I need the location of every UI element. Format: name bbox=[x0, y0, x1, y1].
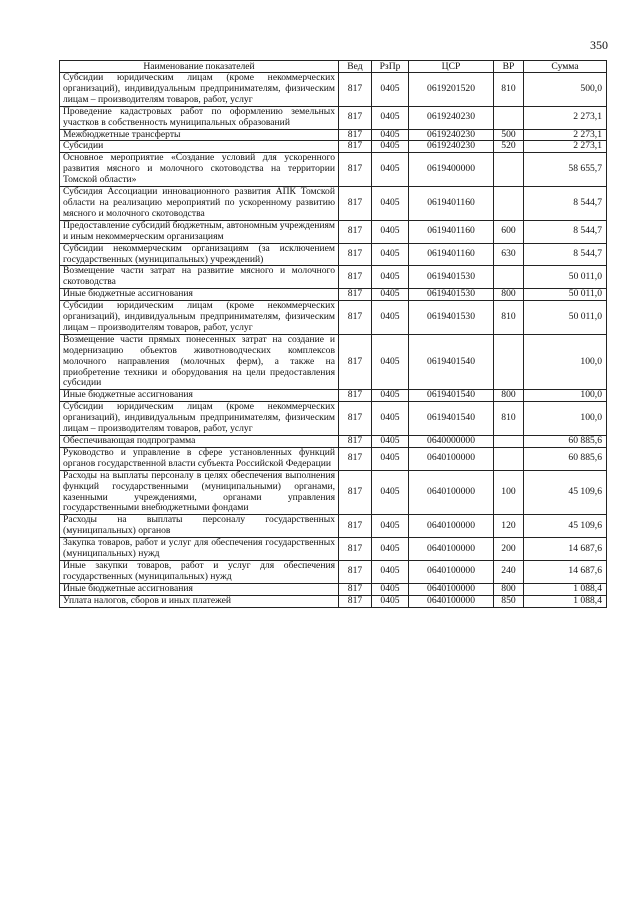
cell-rzpr: 0405 bbox=[372, 220, 409, 243]
cell-rzpr: 0405 bbox=[372, 538, 409, 561]
cell-vr: 810 bbox=[494, 301, 524, 335]
cell-rzpr: 0405 bbox=[372, 583, 409, 595]
cell-name: Субсидия Ассоциации инновационного развития АПК Томской области на реализацию мероприятий по ускоренному развитию мясного и молочного скотоводства bbox=[60, 187, 339, 221]
cell-sum: 60 885,6 bbox=[524, 447, 607, 470]
cell-rzpr: 0405 bbox=[372, 153, 409, 187]
cell-sum: 50 011,0 bbox=[524, 301, 607, 335]
table-row bbox=[60, 266, 607, 289]
cell-sum: 500,0 bbox=[524, 73, 607, 107]
cell-sum: 100,0 bbox=[524, 334, 607, 390]
cell-ved: 817 bbox=[339, 129, 372, 141]
cell-sum: 2 273,1 bbox=[524, 129, 607, 141]
page-number: 350 bbox=[590, 38, 608, 52]
cell-ved: 817 bbox=[339, 289, 372, 301]
cell-csr: 0619240230 bbox=[409, 141, 494, 153]
table-row bbox=[60, 515, 607, 538]
cell-sum: 1 088,4 bbox=[524, 583, 607, 595]
cell-csr: 0619401160 bbox=[409, 220, 494, 243]
table-body bbox=[60, 73, 607, 608]
table-row bbox=[60, 447, 607, 470]
cell-csr: 0619240230 bbox=[409, 129, 494, 141]
table-row bbox=[60, 129, 607, 141]
cell-ved: 817 bbox=[339, 187, 372, 221]
cell-csr: 0619201520 bbox=[409, 73, 494, 107]
cell-ved: 817 bbox=[339, 106, 372, 129]
cell-ved: 817 bbox=[339, 243, 372, 266]
cell-vr: 520 bbox=[494, 141, 524, 153]
cell-csr: 0619401540 bbox=[409, 334, 494, 390]
cell-ved: 817 bbox=[339, 583, 372, 595]
cell-rzpr: 0405 bbox=[372, 595, 409, 607]
cell-csr: 0619401530 bbox=[409, 266, 494, 289]
cell-csr: 0640000000 bbox=[409, 436, 494, 448]
cell-sum: 2 273,1 bbox=[524, 141, 607, 153]
cell-vr bbox=[494, 153, 524, 187]
cell-vr bbox=[494, 447, 524, 470]
cell-sum: 14 687,6 bbox=[524, 560, 607, 583]
cell-csr: 0619401540 bbox=[409, 390, 494, 402]
table-row bbox=[60, 187, 607, 221]
cell-rzpr: 0405 bbox=[372, 106, 409, 129]
cell-vr bbox=[494, 187, 524, 221]
cell-name: Иные закупки товаров, работ и услуг для обеспечения государственных (муниципальных) нужд bbox=[60, 560, 339, 583]
cell-rzpr: 0405 bbox=[372, 390, 409, 402]
table-row bbox=[60, 334, 607, 390]
cell-rzpr: 0405 bbox=[372, 436, 409, 448]
cell-name: Иные бюджетные ассигнования bbox=[60, 289, 339, 301]
cell-vr: 850 bbox=[494, 595, 524, 607]
cell-ved: 817 bbox=[339, 153, 372, 187]
cell-vr: 800 bbox=[494, 390, 524, 402]
table-row bbox=[60, 73, 607, 107]
cell-sum: 45 109,6 bbox=[524, 470, 607, 515]
cell-vr: 810 bbox=[494, 402, 524, 436]
cell-ved: 817 bbox=[339, 390, 372, 402]
cell-csr: 0640100000 bbox=[409, 583, 494, 595]
cell-name: Субсидии bbox=[60, 141, 339, 153]
cell-ved: 817 bbox=[339, 515, 372, 538]
budget-table bbox=[59, 60, 607, 608]
cell-sum: 14 687,6 bbox=[524, 538, 607, 561]
cell-sum: 45 109,6 bbox=[524, 515, 607, 538]
table-row bbox=[60, 153, 607, 187]
cell-ved: 817 bbox=[339, 266, 372, 289]
table-row bbox=[60, 243, 607, 266]
cell-sum: 1 088,4 bbox=[524, 595, 607, 607]
cell-name: Иные бюджетные ассигнования bbox=[60, 390, 339, 402]
cell-name: Межбюджетные трансферты bbox=[60, 129, 339, 141]
cell-vr: 800 bbox=[494, 583, 524, 595]
cell-name: Субсидии некоммерческим организациям (за исключением государственных (муниципальных) учреждений) bbox=[60, 243, 339, 266]
cell-name: Субсидии юридическим лицам (кроме некоммерческих организаций), индивидуальным предпринимателям, физическим лицам – производителям товаров, работ, услуг bbox=[60, 301, 339, 335]
header-csr: ЦСР bbox=[409, 61, 494, 73]
cell-csr: 0640100000 bbox=[409, 560, 494, 583]
cell-name: Расходы на выплаты персоналу государственных (муниципальных) органов bbox=[60, 515, 339, 538]
cell-name: Субсидии юридическим лицам (кроме некоммерческих организаций), индивидуальным предпринимателям, физическим лицам – производителям товаров, работ, услуг bbox=[60, 73, 339, 107]
cell-ved: 817 bbox=[339, 334, 372, 390]
cell-sum: 8 544,7 bbox=[524, 187, 607, 221]
cell-vr: 810 bbox=[494, 73, 524, 107]
cell-rzpr: 0405 bbox=[372, 301, 409, 335]
table-row bbox=[60, 402, 607, 436]
cell-csr: 0640100000 bbox=[409, 447, 494, 470]
table-row bbox=[60, 595, 607, 607]
cell-sum: 100,0 bbox=[524, 402, 607, 436]
cell-rzpr: 0405 bbox=[372, 515, 409, 538]
cell-sum: 58 655,7 bbox=[524, 153, 607, 187]
header-rzpr: РзПр bbox=[372, 61, 409, 73]
cell-sum: 8 544,7 bbox=[524, 220, 607, 243]
table-row bbox=[60, 301, 607, 335]
cell-name: Возмещение части затрат на развитие мясного и молочного скотоводства bbox=[60, 266, 339, 289]
cell-ved: 817 bbox=[339, 470, 372, 515]
cell-ved: 817 bbox=[339, 141, 372, 153]
cell-csr: 0640100000 bbox=[409, 538, 494, 561]
cell-csr: 0619401540 bbox=[409, 402, 494, 436]
header-name: Наименование показателей bbox=[60, 61, 339, 73]
cell-name: Обеспечивающая подпрограмма bbox=[60, 436, 339, 448]
cell-vr bbox=[494, 334, 524, 390]
table-row bbox=[60, 583, 607, 595]
cell-rzpr: 0405 bbox=[372, 447, 409, 470]
table-row bbox=[60, 220, 607, 243]
cell-rzpr: 0405 bbox=[372, 289, 409, 301]
header-row bbox=[60, 61, 607, 73]
cell-csr: 0619401530 bbox=[409, 301, 494, 335]
cell-csr: 0619240230 bbox=[409, 106, 494, 129]
cell-vr: 100 bbox=[494, 470, 524, 515]
cell-vr: 200 bbox=[494, 538, 524, 561]
cell-sum: 60 885,6 bbox=[524, 436, 607, 448]
cell-ved: 817 bbox=[339, 73, 372, 107]
cell-name: Основное мероприятие «Создание условий для ускоренного развития мясного и молочного скотоводства на территории Томской области» bbox=[60, 153, 339, 187]
table-row bbox=[60, 470, 607, 515]
cell-name: Расходы на выплаты персоналу в целях обеспечения выполнения функций государственными (муниципальными) органами, казенными учреждениями, органами управления государственными внебюджетными фондами bbox=[60, 470, 339, 515]
cell-rzpr: 0405 bbox=[372, 243, 409, 266]
cell-name: Уплата налогов, сборов и иных платежей bbox=[60, 595, 339, 607]
cell-sum: 100,0 bbox=[524, 390, 607, 402]
table-row bbox=[60, 106, 607, 129]
cell-name: Проведение кадастровых работ по оформлению земельных участков в собственность муниципальных образований bbox=[60, 106, 339, 129]
cell-rzpr: 0405 bbox=[372, 187, 409, 221]
cell-csr: 0619401160 bbox=[409, 187, 494, 221]
cell-vr bbox=[494, 436, 524, 448]
cell-sum: 8 544,7 bbox=[524, 243, 607, 266]
cell-csr: 0640100000 bbox=[409, 515, 494, 538]
cell-vr bbox=[494, 106, 524, 129]
cell-vr bbox=[494, 266, 524, 289]
table-row bbox=[60, 289, 607, 301]
cell-vr: 500 bbox=[494, 129, 524, 141]
cell-ved: 817 bbox=[339, 402, 372, 436]
header-ved: Вед bbox=[339, 61, 372, 73]
cell-ved: 817 bbox=[339, 436, 372, 448]
table-row bbox=[60, 390, 607, 402]
cell-name: Иные бюджетные ассигнования bbox=[60, 583, 339, 595]
table-row bbox=[60, 436, 607, 448]
cell-rzpr: 0405 bbox=[372, 402, 409, 436]
cell-ved: 817 bbox=[339, 538, 372, 561]
header-vr: ВР bbox=[494, 61, 524, 73]
cell-csr: 0619400000 bbox=[409, 153, 494, 187]
table-row bbox=[60, 141, 607, 153]
cell-vr: 120 bbox=[494, 515, 524, 538]
header-sum: Сумма bbox=[524, 61, 607, 73]
cell-ved: 817 bbox=[339, 447, 372, 470]
cell-rzpr: 0405 bbox=[372, 129, 409, 141]
cell-vr: 600 bbox=[494, 220, 524, 243]
cell-rzpr: 0405 bbox=[372, 470, 409, 515]
cell-csr: 0640100000 bbox=[409, 470, 494, 515]
table-header bbox=[60, 61, 607, 73]
cell-csr: 0619401530 bbox=[409, 289, 494, 301]
cell-name: Субсидии юридическим лицам (кроме некоммерческих организаций), индивидуальным предпринимателям, физическим лицам – производителям товаров, работ, услуг bbox=[60, 402, 339, 436]
cell-sum: 50 011,0 bbox=[524, 266, 607, 289]
cell-vr: 800 bbox=[494, 289, 524, 301]
cell-name: Закупка товаров, работ и услуг для обеспечения государственных (муниципальных) нужд bbox=[60, 538, 339, 561]
cell-rzpr: 0405 bbox=[372, 73, 409, 107]
cell-name: Руководство и управление в сфере установленных функций органов государственной власти субъекта Российской Федерации bbox=[60, 447, 339, 470]
cell-ved: 817 bbox=[339, 220, 372, 243]
cell-rzpr: 0405 bbox=[372, 266, 409, 289]
cell-ved: 817 bbox=[339, 560, 372, 583]
cell-ved: 817 bbox=[339, 595, 372, 607]
table-row bbox=[60, 538, 607, 561]
cell-vr: 240 bbox=[494, 560, 524, 583]
cell-rzpr: 0405 bbox=[372, 141, 409, 153]
cell-name: Предоставление субсидий бюджетным, автономным учреждениям и иным некоммерческим организациям bbox=[60, 220, 339, 243]
cell-ved: 817 bbox=[339, 301, 372, 335]
cell-sum: 2 273,1 bbox=[524, 106, 607, 129]
cell-csr: 0619401160 bbox=[409, 243, 494, 266]
cell-name: Возмещение части прямых понесенных затрат на создание и модернизацию объектов животноводческих комплексов молочного направления (молочных ферм), а также на приобретение техники и оборудования на цели предоставления субсидии bbox=[60, 334, 339, 390]
cell-csr: 0640100000 bbox=[409, 595, 494, 607]
cell-rzpr: 0405 bbox=[372, 334, 409, 390]
cell-rzpr: 0405 bbox=[372, 560, 409, 583]
cell-vr: 630 bbox=[494, 243, 524, 266]
table-row bbox=[60, 560, 607, 583]
cell-sum: 50 011,0 bbox=[524, 289, 607, 301]
